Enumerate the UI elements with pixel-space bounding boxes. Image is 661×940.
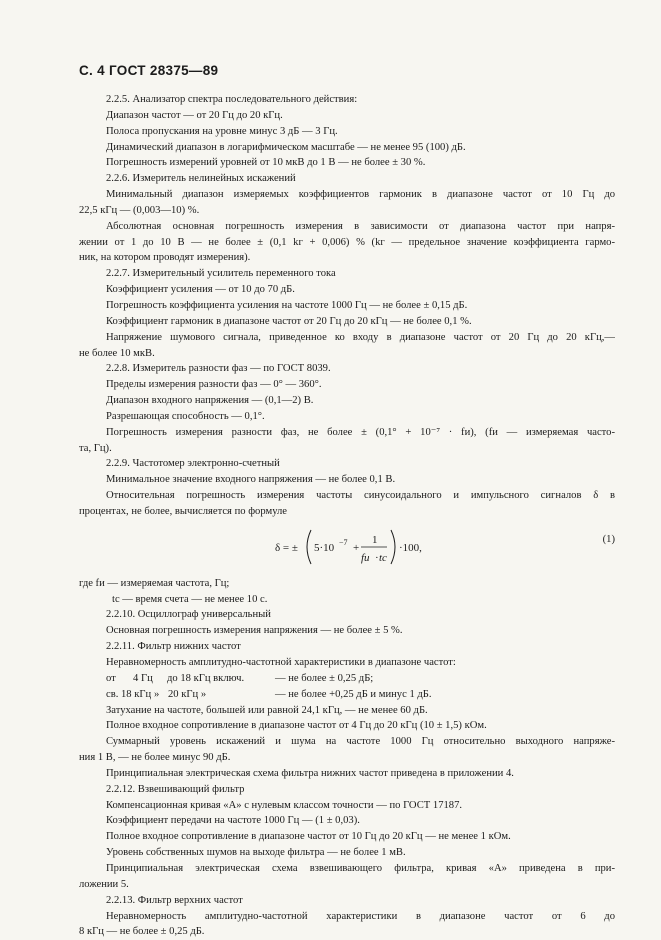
formula-den-dot: · xyxy=(375,551,379,564)
text-line: ник, на котором проводят измерения). xyxy=(79,252,251,264)
filter-high: до 18 кГц включ. xyxy=(167,672,245,684)
text-line: Компенсационная кривая «А» с нулевым классом точности — по ГОСТ 17187. xyxy=(106,799,463,811)
text-line: 8 кГц — не более ± 0,25 дБ. xyxy=(79,926,205,938)
text-line: Коэффициент усиления — от 10 до 70 дБ. xyxy=(106,284,295,296)
formula-tail: ·100, xyxy=(399,541,422,554)
text-line: Диапазон входного напряжения — (0,1—2) В. xyxy=(106,395,314,407)
filter-row xyxy=(79,687,615,703)
filter-tolerance: — не более +0,25 дБ и минус 1 дБ. xyxy=(275,688,432,700)
text-line: жении от 1 до 10 В — не более ± (0,1 kг + 0,006) % (kг — предельное значение коэффициента гармо- xyxy=(79,236,615,248)
text-line: та, Гц). xyxy=(79,442,112,454)
formula-1 xyxy=(79,520,615,576)
text-line: 22,5 кГц — (0,003—10) %. xyxy=(79,204,200,216)
right-paren xyxy=(391,530,395,564)
text-line: ния 1 В, — не более минус 90 дБ. xyxy=(79,752,231,764)
text-line: Относительная погрешность измерения частоты синусоидального и импульсного сигналов δ в xyxy=(106,490,615,502)
text-line: Погрешность коэффициента усиления на частоте 1000 Гц — не более ± 0,15 дБ. xyxy=(106,299,468,311)
text-line: Минимальное значение входного напряжения — не более 0,1 В. xyxy=(106,474,396,486)
section-2-2-11-heading: 2.2.11. Фильтр нижних частот xyxy=(106,641,241,653)
filter-high: 20 кГц » xyxy=(168,688,207,700)
text-line: Абсолютная основная погрешность измерения в зависимости от диапазона частот при напря- xyxy=(106,220,615,232)
text-line: Принципиальная электрическая схема фильтра нижних частот приведена в приложении 4. xyxy=(106,767,514,779)
document-body xyxy=(79,92,615,940)
text-line: Суммарный уровень искажений и шума на частоте 1000 Гц относительно выходного напряже- xyxy=(106,736,615,748)
text-line: Неравномерность амплитудно-частотной характеристики в диапазоне частот: xyxy=(106,657,456,668)
formula-delta: δ = ± xyxy=(275,541,298,554)
text-line: Затухание на частоте, большей или равной 24,1 кГц, — не менее 60 дБ. xyxy=(106,704,428,716)
filter-low: 4 Гц xyxy=(133,672,153,684)
formula-five: 5·10 xyxy=(314,541,335,554)
text-line: Погрешность измерений уровней от 10 мкВ до 1 В — не более ± 30 %. xyxy=(106,157,426,169)
text-line: Полное входное сопротивление в диапазоне частот от 4 Гц до 20 кГц (10 ± 1,5) кОм. xyxy=(106,720,487,732)
section-2-2-7-heading: 2.2.7. Измерительный усилитель переменного тока xyxy=(106,268,336,280)
text-line: Динамический диапазон в логарифмическом масштабе — не менее 95 (100) дБ. xyxy=(106,141,466,153)
section-2-2-5-heading: 2.2.5. Анализатор спектра последовательного действия: xyxy=(106,94,358,105)
text-line: процентах, не более, вычисляется по формуле xyxy=(79,505,288,517)
formula-plus: + xyxy=(353,541,360,554)
text-line: Уровень собственных шумов на выходе фильтра — не более 1 мВ. xyxy=(106,847,406,859)
filter-from: от xyxy=(106,672,116,684)
formula-numerator: 1 xyxy=(372,533,378,546)
filter-low: » xyxy=(154,688,160,700)
text-line: Полоса пропускания на уровне минус 3 дБ — 3 Гц. xyxy=(106,125,338,137)
text-line: tс — время счета — не менее 10 с. xyxy=(112,593,268,605)
text-line: Основная погрешность измерения напряжения — не более ± 5 %. xyxy=(106,625,403,637)
text-line: Неравномерность амплитудно-частотной характеристики в диапазоне частот от 6 до xyxy=(106,910,615,922)
page-header: С. 4 ГОСТ 28375—89 xyxy=(79,63,219,78)
section-2-2-13-heading: 2.2.13. Фильтр верхних частот xyxy=(106,894,243,906)
left-paren xyxy=(307,530,311,564)
text-line: Напряжение шумового сигнала, приведенное ко входу в диапазоне частот от 20 Гц до 20 кГц,— xyxy=(106,331,615,343)
text-line: не более 10 мкВ. xyxy=(79,347,155,359)
text-line: Принципиальная электрическая схема взвешивающего фильтра, кривая «А» приведена в при- xyxy=(106,862,615,874)
section-2-2-8-heading: 2.2.8. Измеритель разности фаз — по ГОСТ 8039. xyxy=(106,363,331,375)
section-2-2-9-heading: 2.2.9. Частотомер электронно-счетный xyxy=(106,458,280,470)
section-2-2-12-heading: 2.2.12. Взвешивающий фильтр xyxy=(106,783,245,795)
text-line: Диапазон частот — от 20 Гц до 20 кГц. xyxy=(106,109,283,121)
formula-den-t: tс xyxy=(379,551,387,564)
text-line: ложении 5. xyxy=(79,878,129,890)
text-line: Разрешающая способность — 0,1°. xyxy=(106,410,265,422)
text-line: Коэффициент гармоник в диапазоне частот от 20 Гц до 20 кГц — не более 0,1 %. xyxy=(106,315,472,327)
text-line: где fи — измеряемая частота, Гц; xyxy=(79,577,230,589)
text-line: Полное входное сопротивление в диапазоне частот от 10 Гц до 20 кГц — не менее 1 кОм. xyxy=(106,831,511,843)
text-line: Погрешность измерения разности фаз, не более ± (0,1° + 10⁻⁷ · fи), (fи — измеряемая часто- xyxy=(106,426,615,438)
text-line: Минимальный диапазон измеряемых коэффициентов гармоник в диапазоне частот от 10 Гц до xyxy=(106,189,615,201)
formula-graphic xyxy=(275,524,435,570)
formula-den-f: fи xyxy=(361,551,370,564)
equation-number: (1) xyxy=(602,533,615,545)
section-2-2-10-heading: 2.2.10. Осциллограф универсальный xyxy=(106,609,271,621)
filter-row xyxy=(79,671,615,687)
filter-from: св. 18 кГц xyxy=(106,688,152,700)
text-line: Коэффициент передачи на частоте 1000 Гц — (1 ± 0,03). xyxy=(106,815,360,827)
section-2-2-6-heading: 2.2.6. Измеритель нелинейных искажений xyxy=(106,173,296,185)
filter-tolerance: — не более ± 0,25 дБ; xyxy=(275,672,374,684)
text-line: Пределы измерения разности фаз — 0° — 360°. xyxy=(106,379,322,391)
formula-exponent: −7 xyxy=(339,537,348,547)
